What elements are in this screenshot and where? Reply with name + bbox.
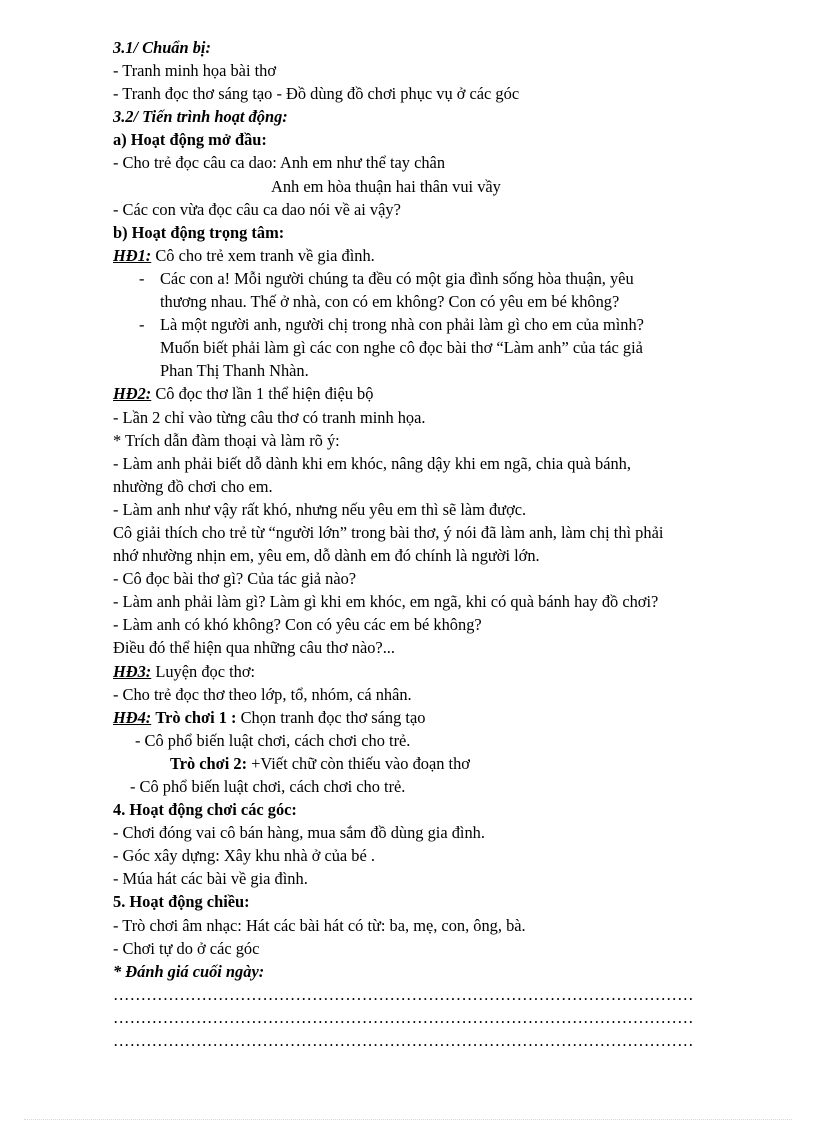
document-page [113,36,753,1052]
game-1-label: Trò chơi 1 : [155,707,237,727]
hd2-text: Cô đọc thơ lần 1 thể hiện điệu bộ [151,384,374,404]
hd1-bullet-2 [113,313,753,382]
text-line: - Chơi đóng vai cô bán hàng, mua sắm đồ dùng gia đình. [113,823,485,843]
text-line: Muốn biết phải làm gì các con nghe cô đọc bài thơ “Làm anh” của tác giả [160,338,643,358]
text-line: Anh em hòa thuận hai thân vui vầy [271,176,501,196]
text-line: - Cô phổ biến luật chơi, cách chơi cho trẻ. [135,730,411,750]
text-line: * Trích dẫn đàm thoại và làm rõ ý: [113,430,340,450]
text-line: - Làm anh có khó không? Con có yêu các em bé không? [113,615,482,635]
text-line: - Trò chơi âm nhạc: Hát các bài hát có từ: ba, mẹ, con, ông, bà. [113,915,526,935]
game-2-text: +Viết chữ còn thiếu vào đoạn thơ [247,753,470,773]
hd1-bullet-1 [113,267,753,313]
text-line: - Cô phổ biến luật chơi, cách chơi cho trẻ. [130,777,406,796]
section-5-title: 5. Hoạt động chiều: [113,892,250,912]
section-3-1-title: 3.1/ Chuẩn bị: [113,38,211,57]
text-line: thương nhau. Thế ở nhà, con có em không? Con có yêu em bé không? [160,292,620,312]
text-line: Điều đó thể hiện qua những câu thơ nào?... [113,638,396,658]
text-line: - Cho trẻ đọc câu ca dao: Anh em như thể tay chân [113,153,446,173]
section-a-title: a) Hoạt động mở đầu: [113,130,267,150]
text-line: - Chơi tự do ở các góc [113,938,260,958]
game-2-line [113,752,753,775]
hd4-label: HĐ4: [113,707,152,727]
game-1-text: Chọn tranh đọc thơ sáng tạo [236,707,426,727]
text-line: Các con a! Mỗi người chúng ta đều có một gia đình sống hòa thuận, yêu [160,268,634,288]
hd3-line [113,660,753,683]
section-4-title: 4. Hoạt động chơi các góc: [113,800,297,820]
text-line: Cô giải thích cho trẻ từ “người lớn” trong bài thơ, ý nói đã làm anh, làm chị thì phải [113,522,664,542]
text-line: - Tranh đọc thơ sáng tạo - Đồ dùng đồ chơi phục vụ ở các góc [113,84,520,104]
dotted-fill-line: …………………………………………………………………………………………… [113,1007,694,1027]
text-line: nhường đồ chơi cho em. [113,476,273,496]
text-line: nhớ nhường nhịn em, yêu em, dỗ dành em đó chính là người lớn. [113,546,540,566]
text-line: - Cho trẻ đọc thơ theo lớp, tổ, nhóm, cá nhân. [113,684,412,704]
hd2-line [113,382,753,405]
hd1-text: Cô cho trẻ xem tranh về gia đình. [151,245,375,265]
dash-bullet-icon: - [139,315,145,335]
section-3-2-title: 3.2/ Tiến trình hoạt động: [113,107,288,127]
game-2-label: Trò chơi 2: [170,753,248,773]
hd3-label: HĐ3: [113,661,152,681]
text-line: - Làm anh phải làm gì? Làm gì khi em khóc, em ngã, khi có quà bánh hay đồ chơi? [113,592,659,612]
hd2-label: HĐ2: [113,384,152,404]
hd1-line [113,244,753,267]
text-line: - Múa hát các bài về gia đình. [113,869,308,889]
evaluation-title: * Đánh giá cuối ngày: [113,961,265,981]
text-line: - Góc xây dựng: Xây khu nhà ở của bé . [113,846,375,866]
dotted-fill-line: …………………………………………………………………………………………… [113,984,694,1004]
text-line: - Làm anh phải biết dỗ dành khi em khóc, nâng dậy khi em ngã, chia quà bánh, [113,453,631,473]
section-b-title: b) Hoạt động trọng tâm: [113,222,285,242]
text-line: - Cô đọc bài thơ gì? Của tác giả nào? [113,569,357,589]
dotted-fill-line: …………………………………………………………………………………………… [113,1031,694,1051]
dash-bullet-icon: - [139,268,145,288]
page-bottom-divider [24,1119,792,1120]
hd4-line [113,706,753,729]
text-line: - Làm anh như vậy rất khó, nhưng nếu yêu em thì sẽ làm được. [113,499,527,519]
text-line: - Các con vừa đọc câu ca dao nói về ai vậy? [113,199,401,219]
text-line: - Tranh minh họa bài thơ [113,61,277,81]
text-line: - Lần 2 chỉ vào từng câu thơ có tranh minh họa. [113,407,426,427]
hd3-text: Luyện đọc thơ: [151,661,256,681]
text-line: Là một người anh, người chị trong nhà con phải làm gì cho em của mình? [160,315,644,335]
text-line: Phan Thị Thanh Nhàn. [160,361,309,381]
hd1-label: HĐ1: [113,245,152,265]
